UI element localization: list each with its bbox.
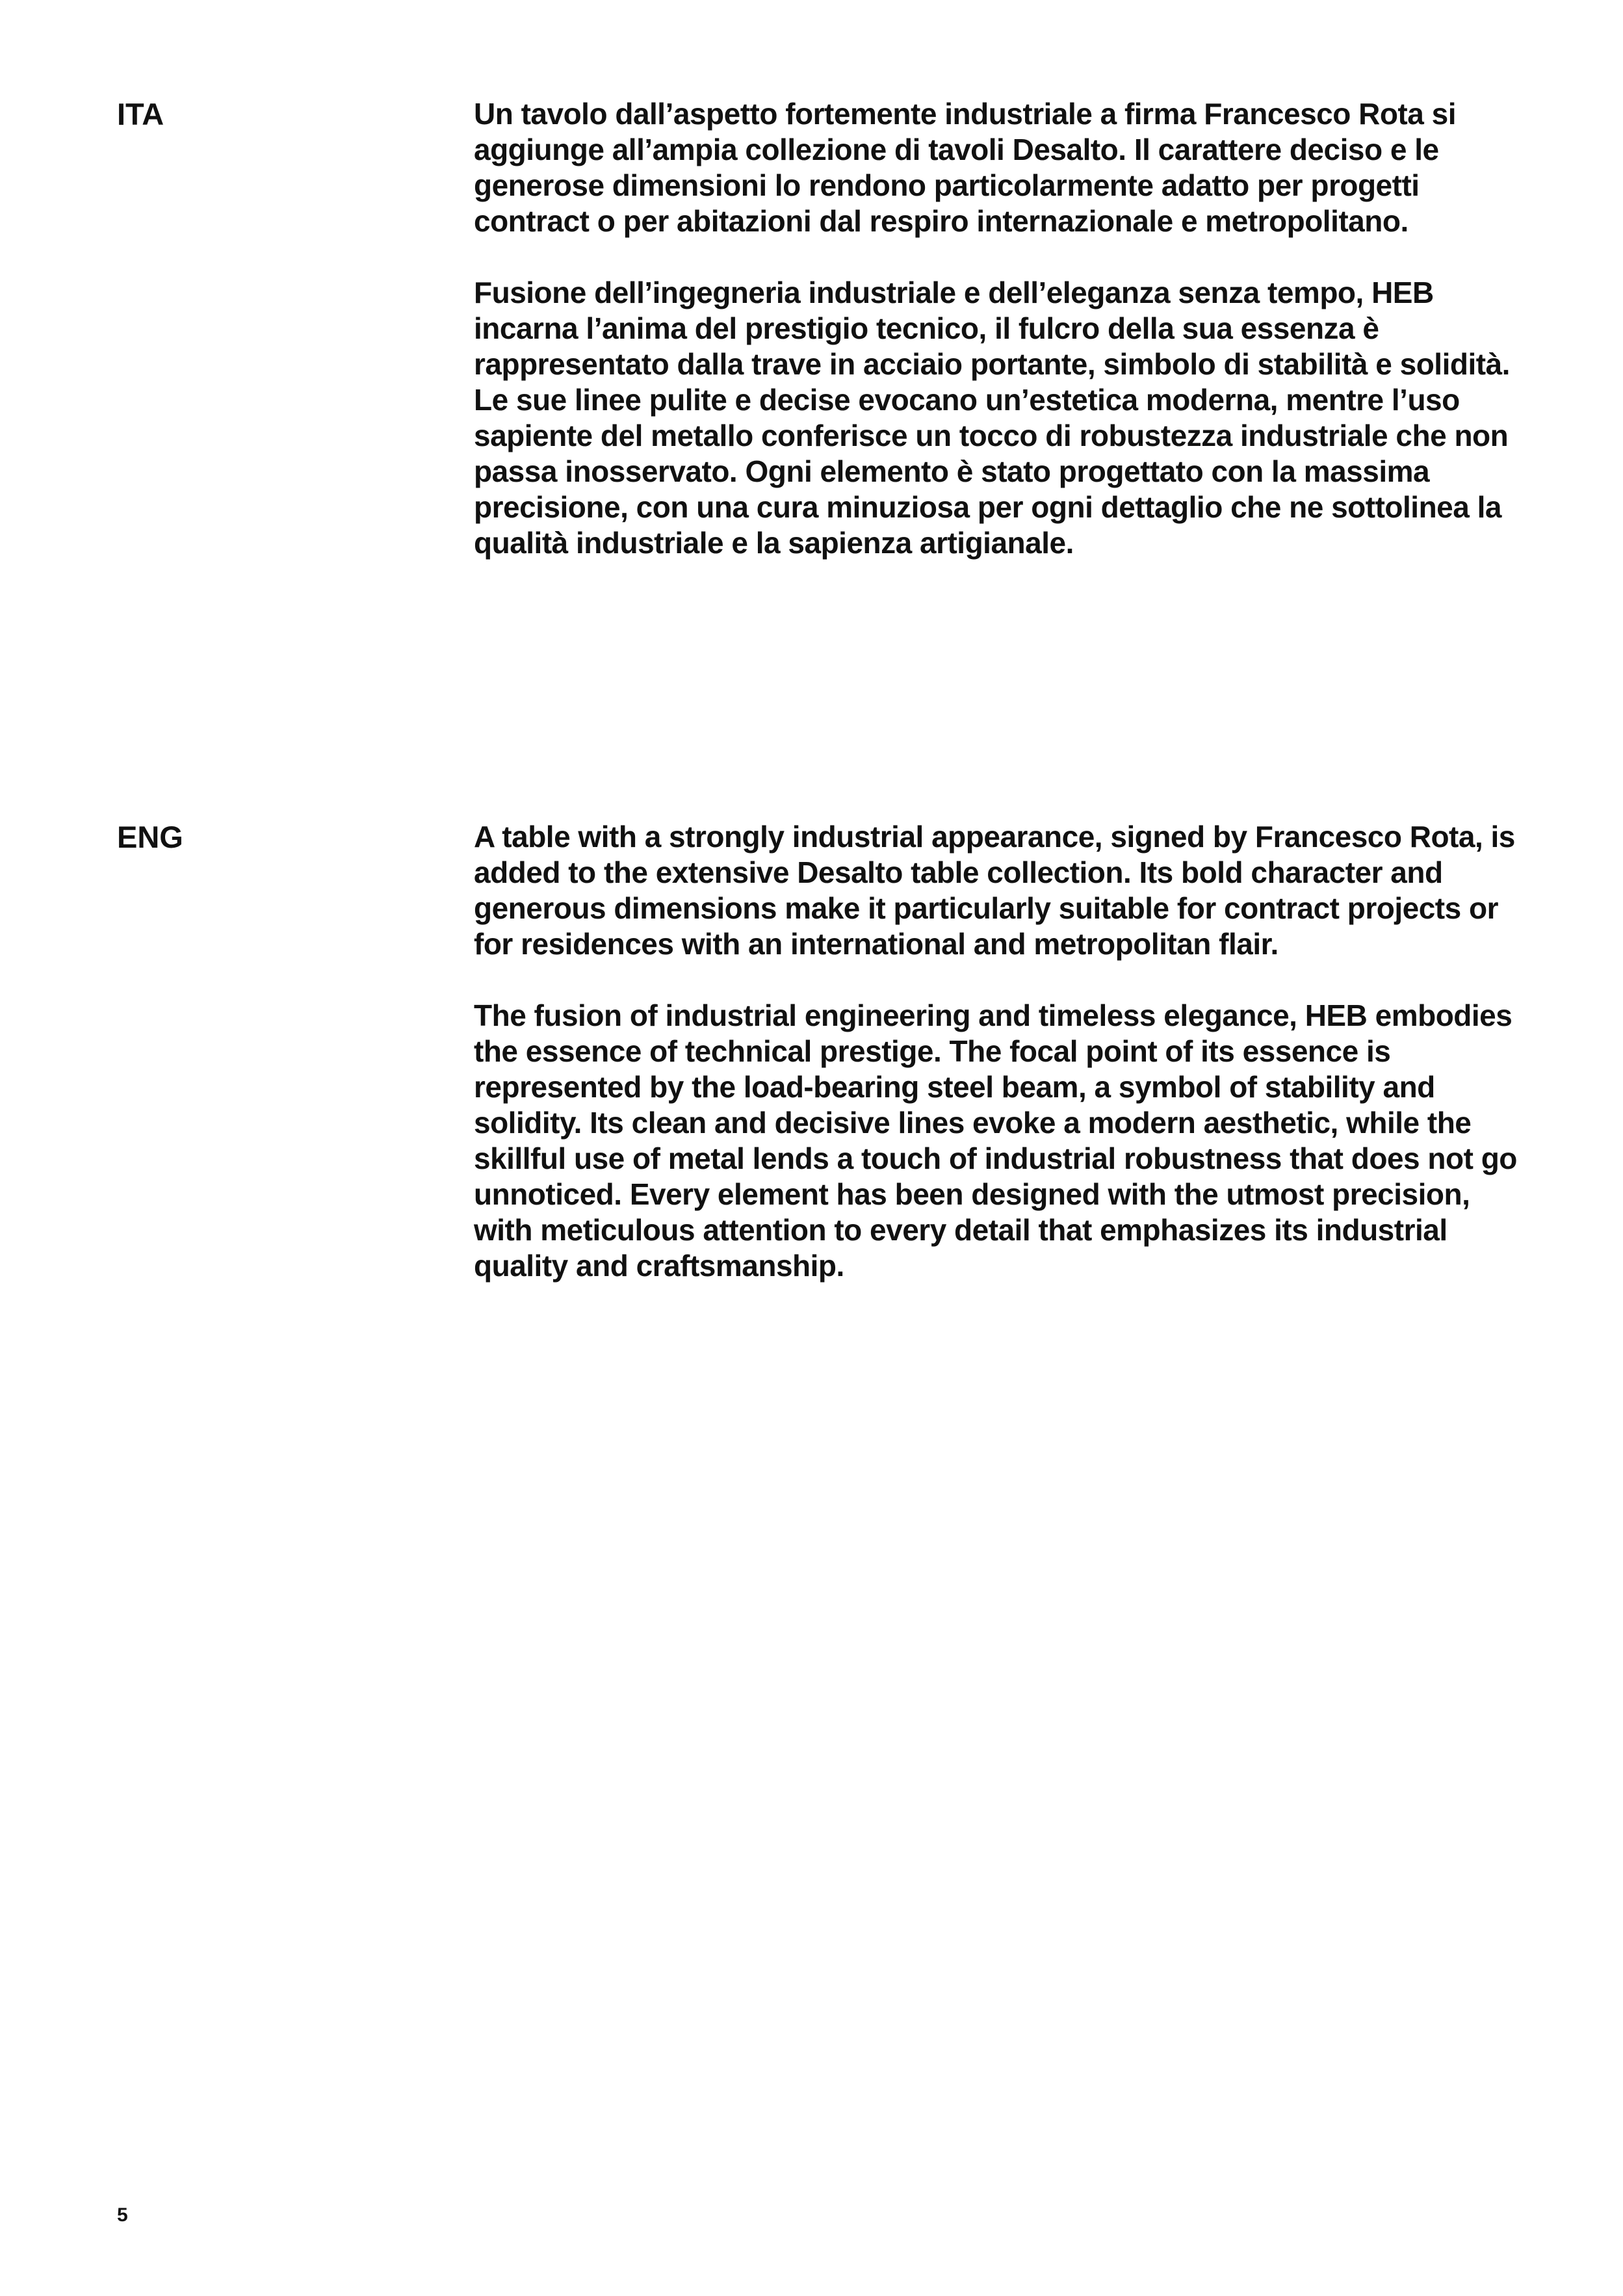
english-paragraph-2: The fusion of industrial engineering and timeless elegance, HEB embodies the essence of technical prestige. The focal point of its essence is represented by the load-bearing steel beam, a symbol of stability and solidity. Its clean and decisive lines evoke a modern aesthetic, while the skillful use of metal lends a touch of industrial robustness that does not go unnoticed. Every element has been designed with the utmost precision, with meticulous attention to every detail that emphasizes its industrial quality and craftsmanship. xyxy=(474,998,1517,1283)
page-number: 5 xyxy=(117,2204,128,2226)
english-paragraph-1: A table with a strongly industrial appearance, signed by Francesco Rota, is added to the extensive Desalto table collection. Its bold character and generous dimensions make it particularly suitable for contract projects or for residences with an international and metropolitan flair. xyxy=(474,820,1515,961)
italian-description xyxy=(474,96,1527,561)
language-label-eng: ENG xyxy=(117,820,183,854)
language-label-ita: ITA xyxy=(117,97,164,131)
italian-paragraph-2: Fusione dell’ingegneria industriale e dell’eleganza senza tempo, HEB incarna l’anima del prestigio tecnico, il fulcro della sua essenza è rappresentato dalla trave in acciaio portante, simbolo di stabilità e solidità. Le sue linee pulite e decise evocano un’estetica moderna, mentre l’uso sapiente del metallo conferisce un tocco di robustezza industriale che non passa inosservato. Ogni elemento è stato progettato con la massima precisione, con una cura minuziosa per ogni dettaglio che ne sottolinea la qualità industriale e la sapienza artigianale. xyxy=(474,276,1510,560)
italian-paragraph-1: Un tavolo dall’aspetto fortemente industriale a firma Francesco Rota si aggiunge all’ampia collezione di tavoli Desalto. Il carattere deciso e le generose dimensioni lo rendono particolarmente adatto per progetti contract o per abitazioni dal respiro internazionale e metropolitano. xyxy=(474,97,1456,238)
english-description xyxy=(474,819,1527,1284)
